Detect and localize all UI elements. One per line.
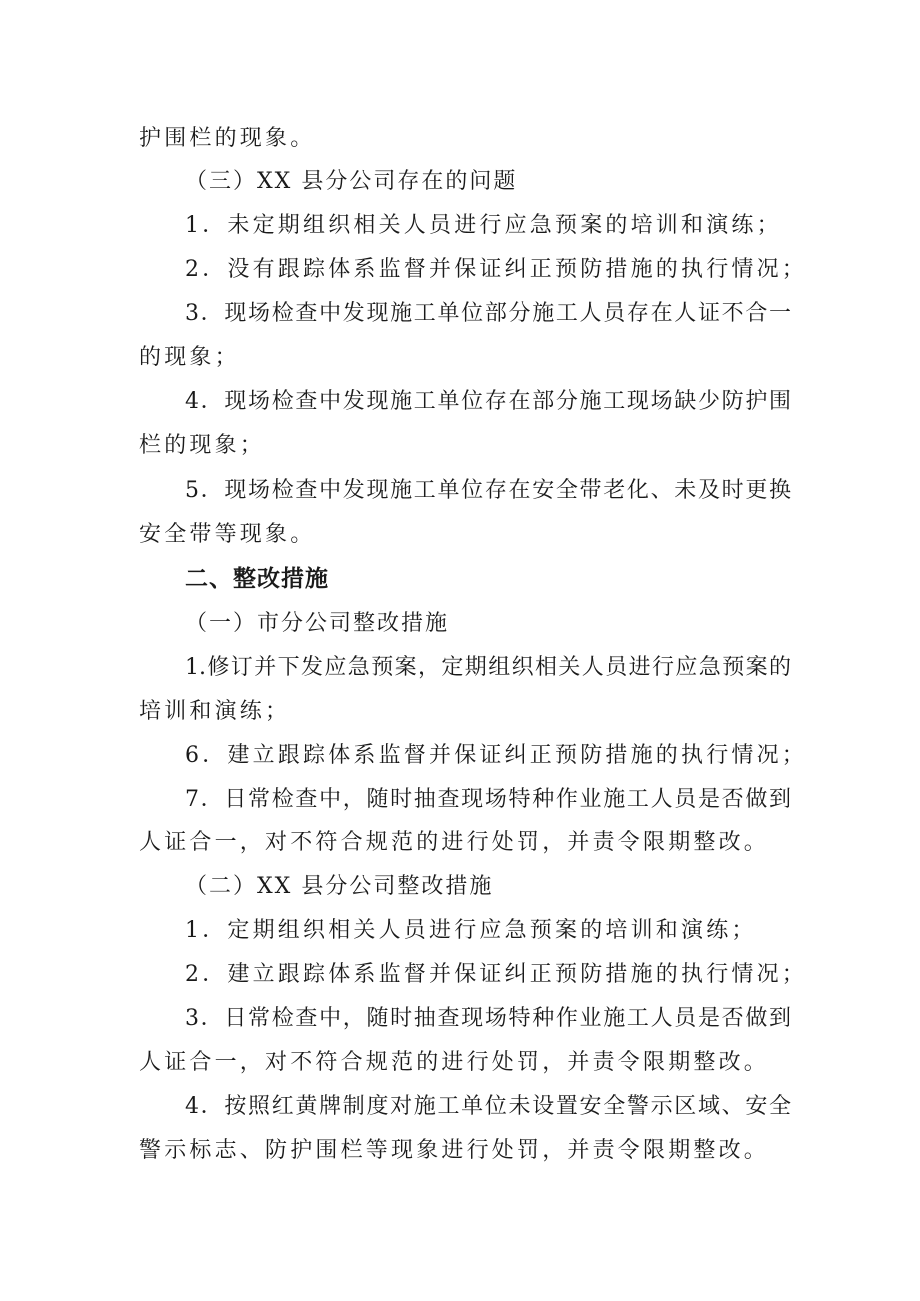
section-heading: （三）XX 县分公司存在的问题 (185, 169, 518, 194)
paragraph-line: 安全带等现象。 (139, 522, 316, 547)
paragraph-line: 人证合一，对不符合规范的进行处罚，并责令限期整改。 (139, 830, 770, 855)
paragraph-line: 5．现场检查中发现施工单位存在安全带老化、未及时更换 (185, 478, 791, 503)
paragraph-line: 2．建立跟踪体系监督并保证纠正预防措施的执行情况； (185, 962, 807, 987)
paragraph-line: 培训和演练； (139, 699, 291, 724)
paragraph-line: 的现象； (139, 345, 240, 370)
paragraph-line: 3．现场检查中发现施工单位部分施工人员存在人证不合一 (185, 301, 791, 326)
paragraph-line: 警示标志、防护围栏等现象进行处罚，并责令限期整改。 (139, 1138, 770, 1163)
paragraph-line: 4．现场检查中发现施工单位存在部分施工现场缺少防护围 (185, 389, 791, 414)
paragraph-line: 1.修订并下发应急预案，定期组织相关人员进行应急预案的 (185, 655, 791, 680)
paragraph-line: 3．日常检查中，随时抽查现场特种作业施工人员是否做到 (185, 1006, 791, 1031)
paragraph-line: 1．未定期组织相关人员进行应急预案的培训和演练； (185, 213, 782, 238)
paragraph-line: 1．定期组织相关人员进行应急预案的培训和演练； (185, 918, 757, 943)
chapter-heading: 二、整改措施 (185, 566, 329, 592)
paragraph-line: 2．没有跟踪体系监督并保证纠正预防措施的执行情况； (185, 257, 807, 282)
paragraph-line: 4．按照红黄牌制度对施工单位未设置安全警示区域、安全 (185, 1094, 791, 1119)
paragraph-line: 6．建立跟踪体系监督并保证纠正预防措施的执行情况； (185, 743, 807, 768)
section-heading: （二）XX 县分公司整改措施 (185, 874, 494, 899)
paragraph-line: 人证合一，对不符合规范的进行处罚，并责令限期整改。 (139, 1050, 770, 1075)
paragraph-line: 护围栏的现象。 (139, 126, 316, 151)
section-heading: （一）市分公司整改措施 (185, 611, 450, 636)
paragraph-line: 7．日常检查中，随时抽查现场特种作业施工人员是否做到 (185, 787, 791, 812)
paragraph-line: 栏的现象； (139, 433, 266, 458)
